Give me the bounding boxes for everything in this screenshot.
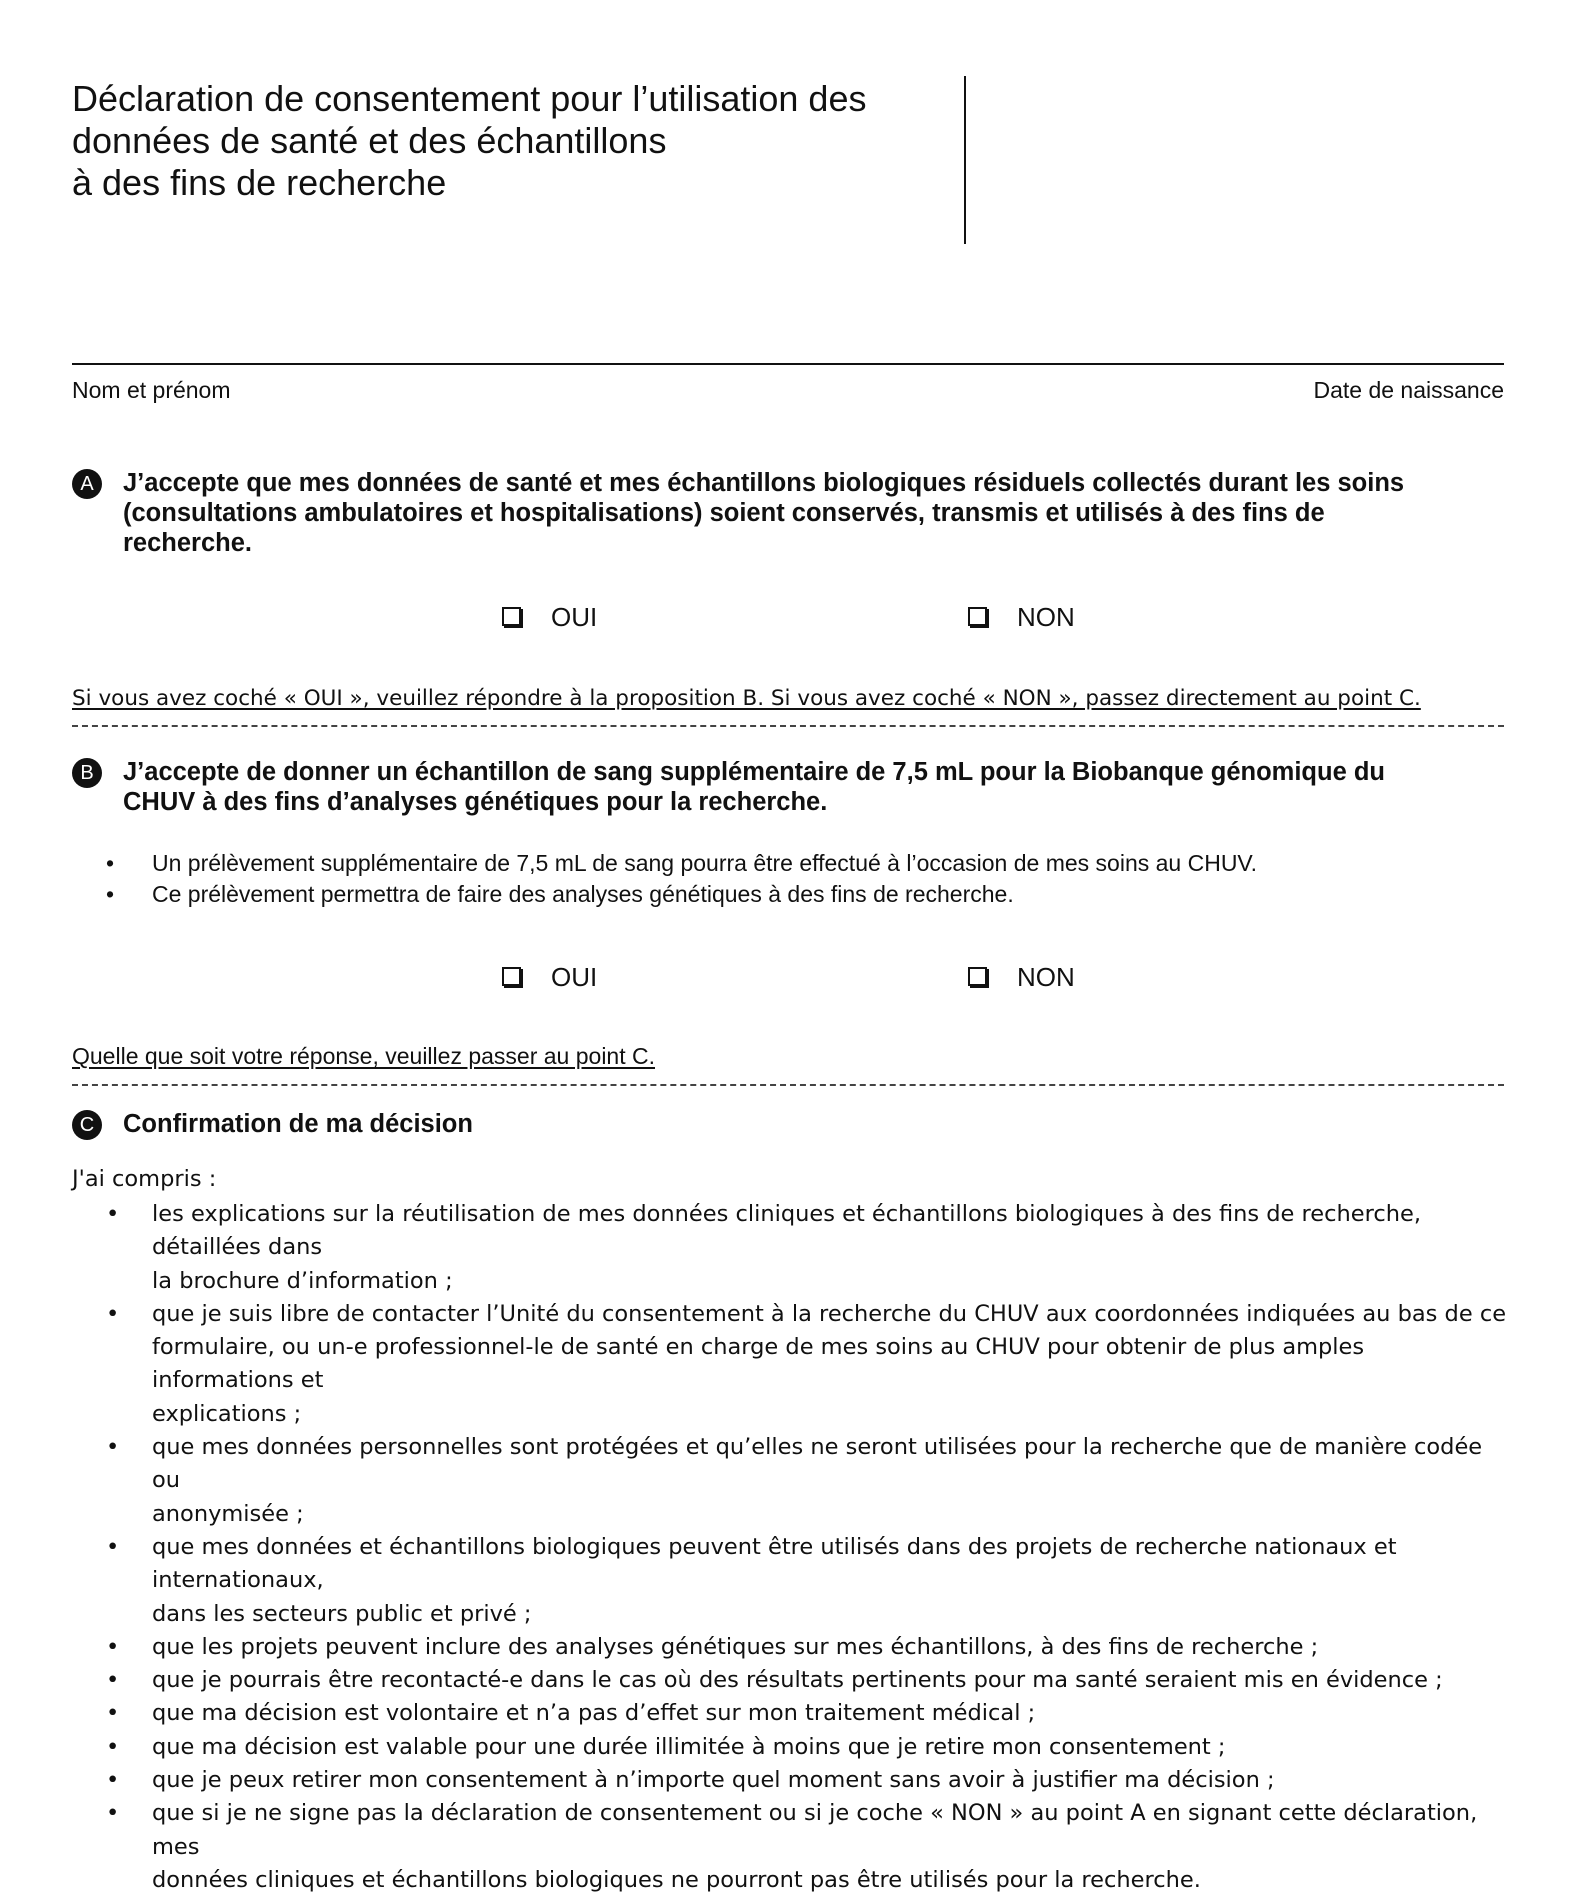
option-label: NON <box>1017 602 1075 632</box>
list-item-line: • que je peux retirer mon consentement à n’importe quel moment sans avoir à justifier ma décision ; <box>152 1767 1275 1794</box>
section-divider <box>72 725 1504 727</box>
section-b-badge: B <box>72 758 102 788</box>
list-item-line: • que je pourrais être recontacté-e dans le cas où des résultats pertinents pour ma santé seraient mis en évidence ; <box>152 1667 1443 1694</box>
list-item-line: • que les projets peuvent inclure des analyses génétiques sur mes échantillons, à des fins de recherche ; <box>152 1633 1319 1660</box>
list-item <box>72 1631 1512 1664</box>
section-b-note: Quelle que soit votre réponse, veuillez passer au point C. <box>72 1043 655 1069</box>
list-item-line: • que mes données et échantillons biologiques peuvent être utilisés dans des projets de recherche nationaux et internationaux, <box>152 1533 1397 1594</box>
list-item-line: • les explications sur la réutilisation de mes données cliniques et échantillons biologiques à des fins de recherche, détaillées dans <box>152 1201 1422 1261</box>
list-item <box>72 1531 1512 1631</box>
section-a-heading <box>123 468 1503 558</box>
list-item <box>72 1298 1512 1431</box>
list-item <box>72 1731 1512 1764</box>
list-item <box>72 1764 1512 1797</box>
list-item-line: explications ; <box>152 1400 302 1427</box>
section-b-heading <box>123 757 1503 817</box>
dob-label: Date de naissance <box>1313 377 1504 403</box>
section-a-heading-line: (consultations ambulatoires et hospitalisations) soient conservés, transmis et utilisés à des fins de <box>123 499 1325 527</box>
list-item <box>72 1198 1512 1298</box>
section-b-heading-line: J’accepte de donner un échantillon de sang supplémentaire de 7,5 mL pour la Biobanque génomique du <box>123 758 1386 786</box>
list-item-line: données cliniques et échantillons biologiques ne pourront pas être utilisés pour la recherche. <box>152 1866 1201 1893</box>
section-a-heading-line: J’accepte que mes données de santé et mes échantillons biologiques résiduels collectés durant les soins <box>123 469 1405 497</box>
list-item-line: • que ma décision est valable pour une durée illimitée à moins que je retire mon consentement ; <box>152 1733 1226 1760</box>
name-signature-line[interactable] <box>72 363 1504 365</box>
section-c-heading <box>123 1109 1503 1139</box>
option-label: OUI <box>551 602 598 632</box>
title-line: Déclaration de consentement pour l’utilisation des <box>72 78 867 119</box>
list-item-line: anonymisée ; <box>152 1500 304 1527</box>
section-c-heading-text: Confirmation de ma décision <box>123 1110 473 1138</box>
section-c-list <box>72 1198 1512 1897</box>
section-c-intro: J'ai compris : <box>72 1166 217 1192</box>
title-line: à des fins de recherche <box>72 162 447 203</box>
section-b-bullets <box>72 848 1512 910</box>
list-item: • Un prélèvement supplémentaire de 7,5 mL de sang pourra être effectué à l’occasion de mes soins au CHUV. <box>72 848 1512 879</box>
checkbox-icon[interactable] <box>968 967 987 986</box>
list-item-line: • que si je ne signe pas la déclaration de consentement ou si je coche « NON » au point A en signant cette déclaration, mes <box>152 1800 1478 1860</box>
section-a-note: Si vous avez coché « OUI », veuillez répondre à la proposition B. Si vous avez coché « NON », passez directement au point C. <box>72 686 1421 711</box>
section-a-yes-option[interactable] <box>502 602 597 632</box>
list-item-line: dans les secteurs public et privé ; <box>152 1600 532 1627</box>
list-item <box>72 1797 1512 1897</box>
page-title <box>72 78 932 204</box>
section-a-no-option[interactable] <box>968 602 1075 632</box>
list-item-line: la brochure d’information ; <box>152 1267 453 1294</box>
section-c-badge: C <box>72 1110 102 1140</box>
list-item-line: • que je suis libre de contacter l’Unité du consentement à la recherche du CHUV aux coordonnées indiquées au bas de ce <box>152 1300 1507 1327</box>
list-item-line: • que ma décision est volontaire et n’a pas d’effet sur mon traitement médical ; <box>152 1700 1036 1727</box>
title-divider <box>964 76 966 244</box>
section-divider <box>72 1084 1504 1086</box>
title-line: données de santé et des échantillons <box>72 120 667 161</box>
list-item-line: • que mes données personnelles sont protégées et qu’elles ne seront utilisées pour la recherche que de manière codée ou <box>152 1434 1483 1494</box>
list-item: • Ce prélèvement permettra de faire des analyses génétiques à des fins de recherche. <box>72 879 1512 910</box>
section-a-badge: A <box>72 469 102 499</box>
checkbox-icon[interactable] <box>502 967 521 986</box>
option-label: OUI <box>551 962 598 992</box>
checkbox-icon[interactable] <box>968 607 987 626</box>
list-item <box>72 1664 1512 1697</box>
list-item <box>72 1697 1512 1730</box>
name-label: Nom et prénom <box>72 377 231 403</box>
section-b-no-option[interactable] <box>968 962 1075 992</box>
section-b-yes-option[interactable] <box>502 962 597 992</box>
section-b-heading-line: CHUV à des fins d’analyses génétiques pour la recherche. <box>123 788 828 816</box>
list-item-line: formulaire, ou un-e professionnel-le de santé en charge de mes soins au CHUV pour obtenir de plus amples informations et <box>152 1334 1365 1394</box>
option-label: NON <box>1017 962 1075 992</box>
list-item <box>72 1431 1512 1531</box>
checkbox-icon[interactable] <box>502 607 521 626</box>
section-a-heading-line: recherche. <box>123 529 252 557</box>
